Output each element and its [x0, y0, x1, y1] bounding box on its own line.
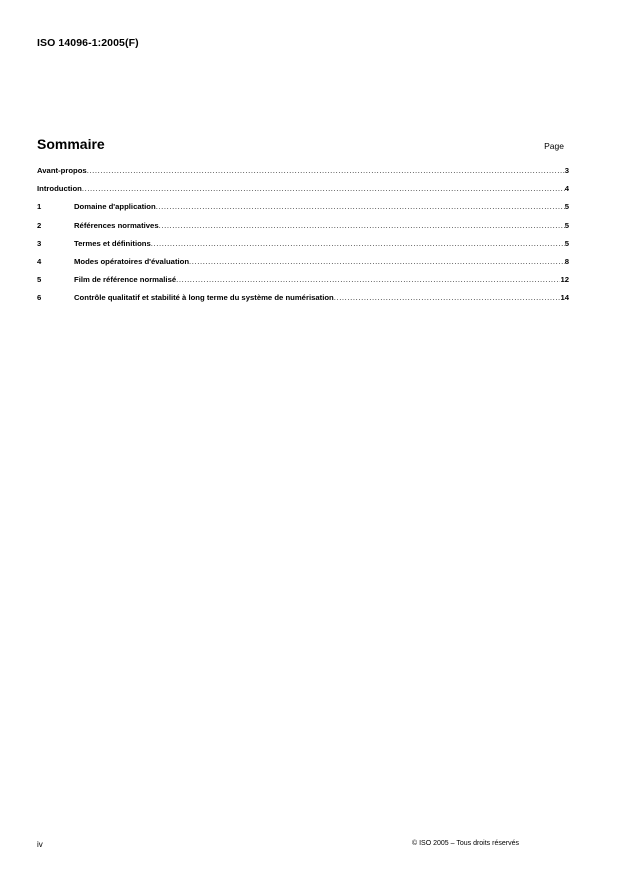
- toc-title: Sommaire: [37, 136, 105, 152]
- toc-entry-domaine-application[interactable]: [37, 202, 569, 220]
- footer-copyright: © ISO 2005 – Tous droits réservés: [412, 840, 519, 847]
- toc-entry-number: 5: [37, 275, 42, 285]
- footer-page-number: iv: [37, 840, 43, 849]
- toc-entry-page: 5: [564, 238, 569, 248]
- toc-dot-leader: [176, 275, 560, 284]
- toc-dot-leader: [334, 293, 561, 302]
- toc-entry-page: 5: [564, 220, 569, 230]
- toc-dot-leader: [156, 202, 565, 211]
- toc-dot-leader: [151, 239, 565, 248]
- toc-entry-page: 5: [564, 202, 569, 212]
- toc-entry-title: Contrôle qualitatif et stabilité à long terme du système de numérisation: [74, 293, 334, 303]
- document-standard-id: ISO 14096-1:2005(F): [37, 37, 139, 49]
- toc-entry-termes-definitions[interactable]: [37, 239, 569, 257]
- toc-entry-number: 3: [37, 238, 42, 248]
- toc-entry-modes-operatoires[interactable]: [37, 257, 569, 275]
- toc-dot-leader: [82, 184, 565, 193]
- toc-dot-leader: [189, 257, 565, 266]
- toc-entry-title: Avant-propos: [37, 166, 87, 175]
- table-of-contents: [37, 166, 569, 312]
- toc-entry-number: 1: [37, 202, 42, 212]
- toc-entry-number: 2: [37, 220, 42, 230]
- toc-entry-controle-qualitatif[interactable]: [37, 293, 569, 311]
- toc-entry-title: Film de référence normalisé: [74, 275, 177, 285]
- toc-dot-leader: [87, 166, 565, 175]
- toc-dot-leader: [159, 221, 565, 230]
- toc-entry-title: Termes et définitions: [74, 238, 151, 248]
- toc-entry-page: 14: [560, 293, 569, 303]
- toc-entry-title: Domaine d'application: [74, 202, 156, 212]
- toc-entry-page: 3: [564, 166, 569, 175]
- toc-entry-introduction[interactable]: [37, 184, 569, 202]
- toc-page-column-label: Page: [544, 141, 564, 151]
- toc-entry-title: Introduction: [37, 184, 82, 194]
- toc-entry-avant-propos[interactable]: [37, 166, 569, 184]
- toc-entry-title: Modes opératoires d'évaluation: [74, 256, 190, 266]
- toc-entry-page: 4: [564, 184, 569, 194]
- toc-entry-number: 6: [37, 293, 42, 303]
- toc-entry-film-reference[interactable]: [37, 275, 569, 293]
- toc-entry-number: 4: [37, 256, 42, 266]
- toc-entry-page: 8: [564, 256, 569, 266]
- toc-entry-references-normatives[interactable]: [37, 221, 569, 239]
- toc-entry-page: 12: [560, 275, 569, 285]
- toc-entry-title: Références normatives: [74, 220, 159, 230]
